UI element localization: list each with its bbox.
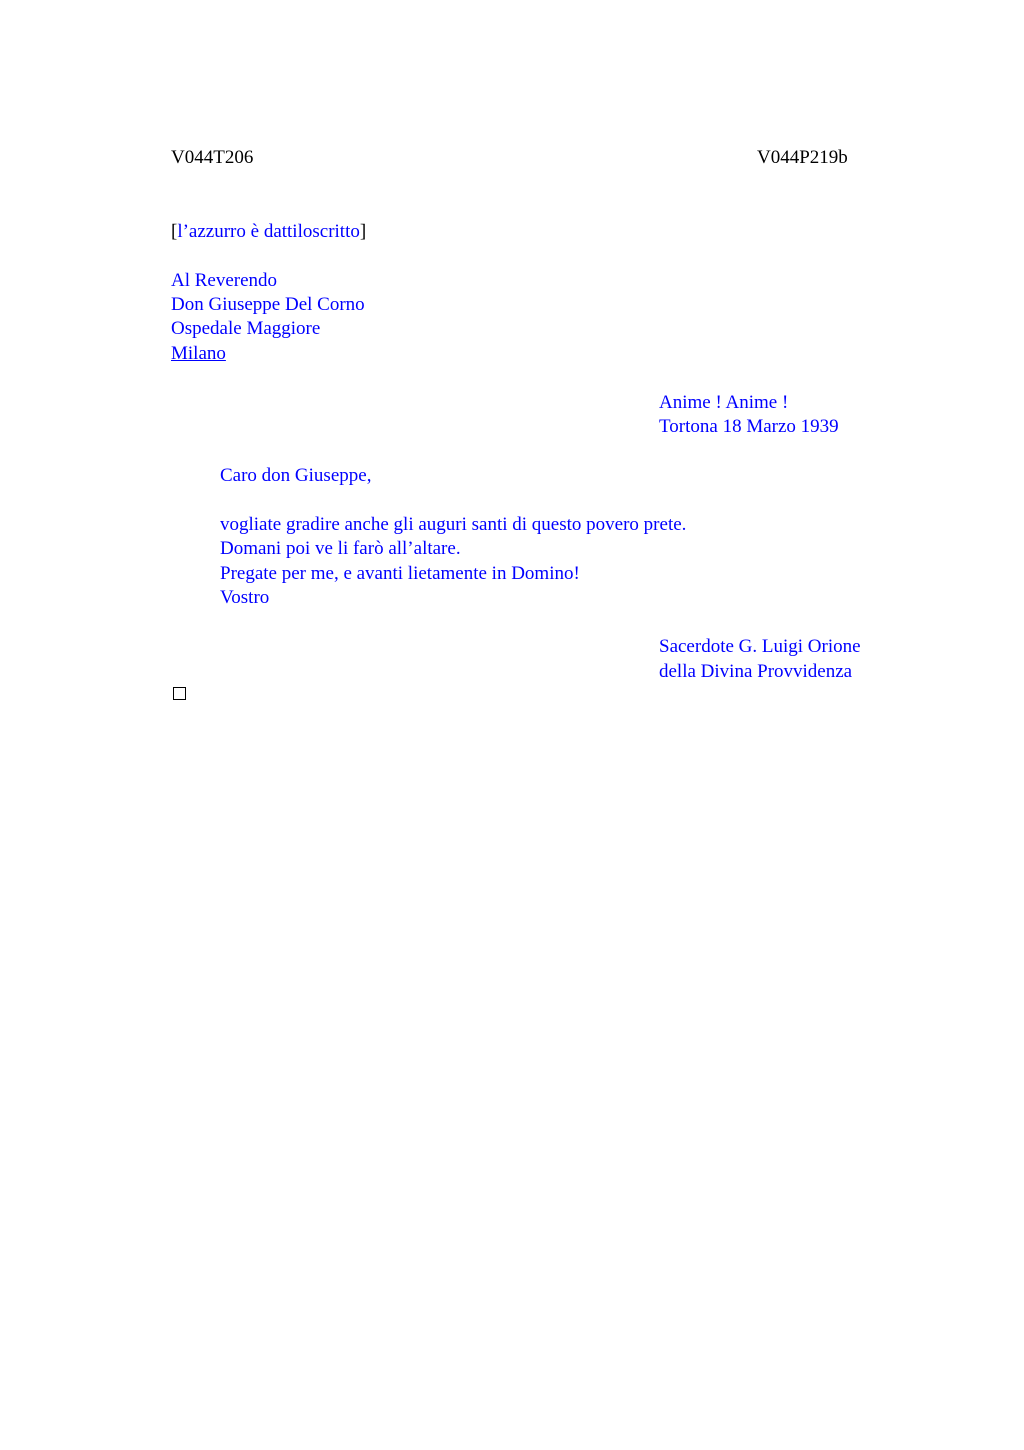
body-line-2: Domani poi ve li farò all’altare. bbox=[220, 538, 461, 559]
square-box-icon bbox=[173, 687, 186, 700]
signature-line-1: Sacerdote G. Luigi Orione bbox=[659, 636, 861, 657]
document-code-left: V044T206 bbox=[171, 147, 254, 168]
address-line-2: Don Giuseppe Del Corno bbox=[171, 294, 365, 315]
dateline-place-date: Tortona 18 Marzo 1939 bbox=[659, 416, 839, 437]
editorial-note bbox=[171, 220, 366, 244]
note-open-bracket: [ bbox=[171, 221, 178, 242]
signature-line-2: della Divina Provvidenza bbox=[659, 661, 853, 682]
dateline-motto: Anime ! Anime ! bbox=[659, 392, 789, 413]
address-line-3: Ospedale Maggiore bbox=[171, 318, 321, 339]
body-closing: Vostro bbox=[220, 587, 270, 608]
salutation: Caro don Giuseppe, bbox=[220, 465, 372, 486]
address-line-1: Al Reverendo bbox=[171, 270, 278, 291]
note-close-bracket: ] bbox=[359, 221, 367, 242]
address-city: Milano bbox=[171, 343, 226, 364]
body-line-3: Pregate per me, e avanti lietamente in Domino! bbox=[220, 563, 580, 584]
note-text: l’azzurro è dattiloscritto bbox=[177, 221, 360, 242]
document-code-right: V044P219b bbox=[757, 147, 848, 168]
body-line-1: vogliate gradire anche gli auguri santi di questo povero prete. bbox=[220, 514, 687, 535]
